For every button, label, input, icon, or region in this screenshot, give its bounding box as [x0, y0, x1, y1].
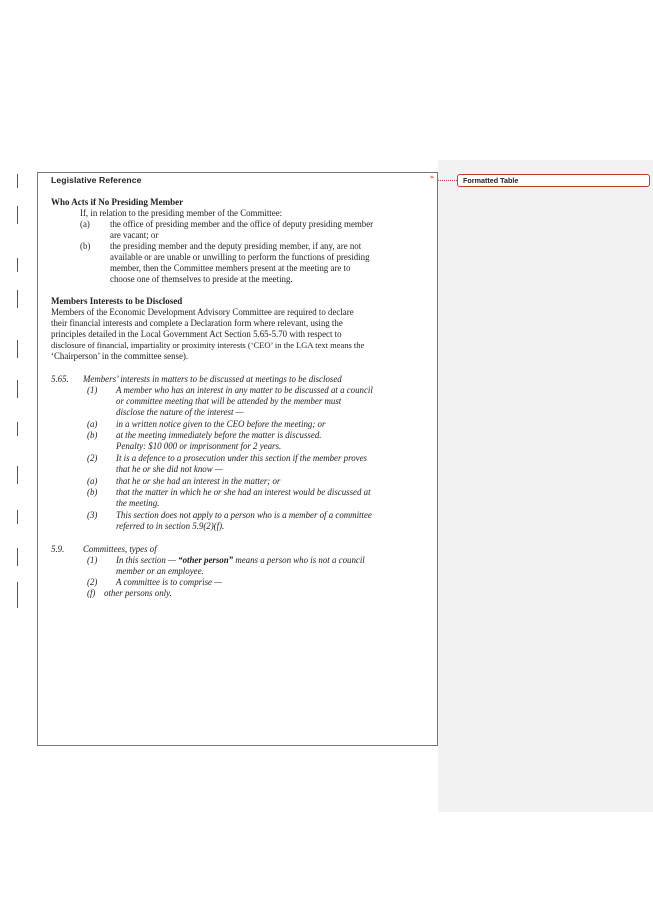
comment-connector [438, 180, 457, 181]
item-label: (a) [87, 476, 98, 486]
change-bar [17, 206, 18, 224]
item-label: (3) [87, 510, 98, 520]
item-label: (2) [87, 453, 98, 463]
section-title: Members’ interests in matters to be discussed at meetings to be disclosed [83, 374, 342, 384]
comment-label: Formatted Table [463, 176, 519, 185]
paragraph-text: or committee meeting that will be attended by the member must [116, 396, 342, 406]
paragraph-text [116, 555, 365, 566]
paragraph-text: principles detailed in the Local Government Act Section 5.65-5.70 with respect to [51, 329, 342, 339]
paragraph-text: It is a defence to a prosecution under this section if the member proves [116, 453, 367, 463]
paragraph-text: Members of the Economic Development Advisory Committee are required to declare [51, 307, 354, 317]
change-bar [17, 582, 18, 608]
definition-intro: In this section — [116, 555, 176, 565]
definition-text: means a person who is not a council [235, 555, 365, 565]
paragraph-text: at the meeting immediately before the matter is discussed. [116, 430, 322, 440]
paragraph-text: that he or she did not know — [116, 464, 223, 474]
paragraph-text: If, in relation to the presiding member of the Committee: [80, 208, 283, 218]
paragraph-text: disclose the nature of the interest — [116, 407, 244, 417]
item-label: (b) [87, 430, 98, 440]
paragraph-text: their financial interests and complete a Declaration form where relevant, using the [51, 318, 343, 328]
paragraph-text: the office of presiding member and the office of deputy presiding member [110, 219, 374, 229]
table-anchor-mark: * [430, 174, 434, 183]
section-number: 5.65. [51, 374, 69, 384]
table-header: Legislative Reference [51, 175, 142, 185]
paragraph-text: member, then the Committee members present at the meeting are to [110, 263, 351, 273]
paragraph-text: available or are unable or unwilling to perform the functions of presiding [110, 252, 370, 262]
defined-term: “other person” [178, 555, 234, 565]
paragraph-text: the meeting. [116, 498, 160, 508]
paragraph-text: member or an employee. [116, 566, 204, 576]
paragraph-text: A member who has an interest in any matter to be discussed at a council [116, 385, 373, 395]
change-bar [17, 422, 18, 436]
item-label: (2) [87, 577, 98, 587]
section-heading: Members Interests to be Disclosed [51, 296, 183, 306]
change-bar [17, 510, 18, 524]
paragraph-text: that the matter in which he or she had an interest would be discussed at [116, 487, 371, 497]
paragraph-text: are vacant; or [110, 230, 159, 240]
paragraph-text: other persons only. [104, 588, 172, 598]
section-number: 5.9. [51, 544, 65, 554]
formatting-comment-balloon[interactable] [457, 174, 650, 187]
paragraph-text: the presiding member and the deputy presiding member, if any, are not [110, 241, 362, 251]
paragraph-text: that he or she had an interest in the matter; or [116, 476, 281, 486]
change-bar [17, 466, 18, 484]
penalty-text: Penalty: $10 000 or imprisonment for 2 years. [116, 441, 282, 451]
change-bar [17, 380, 18, 398]
item-label: (b) [80, 241, 91, 251]
change-bar [17, 340, 18, 358]
change-bar [17, 174, 18, 188]
section-title: Committees, types of [83, 544, 157, 554]
paragraph-text: choose one of themselves to preside at the meeting. [110, 274, 293, 284]
paragraph-text: ‘Chairperson’ in the committee sense). [51, 351, 189, 361]
change-bar [17, 258, 18, 272]
paragraph-text: A committee is to comprise — [116, 577, 223, 587]
paragraph-text: disclosure of financial, impartiality or proximity interests (‘CEO’ in the LGA text means the [51, 340, 365, 350]
item-label: (a) [87, 419, 98, 429]
paragraph-text: referred to in section 5.9(2)(f). [116, 521, 225, 531]
item-label: (f) [87, 588, 96, 598]
change-bar [17, 548, 18, 566]
change-bar [17, 290, 18, 308]
comment-margin-pane [438, 160, 653, 812]
item-label: (a) [80, 219, 90, 229]
paragraph-text: This section does not apply to a person who is a member of a committee [116, 510, 372, 520]
paragraph-text: in a written notice given to the CEO before the meeting; or [116, 419, 326, 429]
item-label: (1) [87, 385, 98, 395]
item-label: (1) [87, 555, 98, 565]
section-heading: Who Acts if No Presiding Member [51, 197, 184, 207]
item-label: (b) [87, 487, 98, 497]
